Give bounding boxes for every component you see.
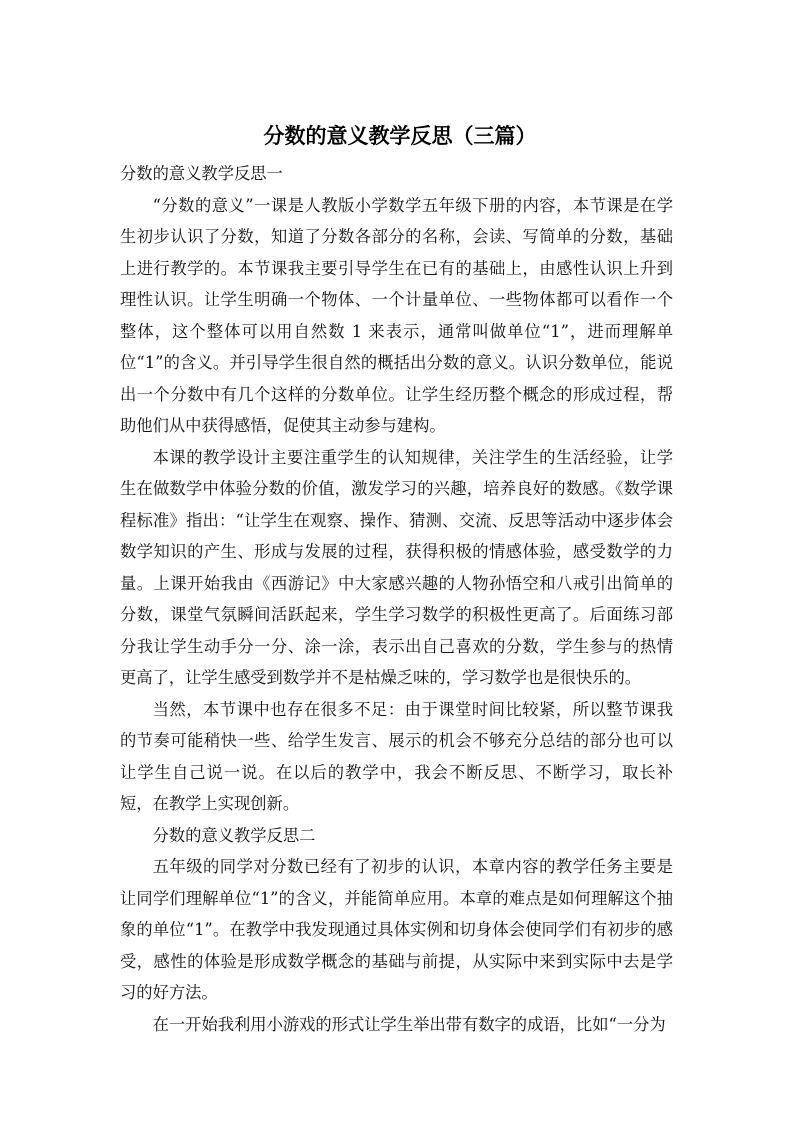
body-paragraph: 当然，本节课中也存在很多不足：由于课堂时间比较紧，所以整节课我的节奏可能稍快一些、给学生发言、展示的机会不够充分总结的部分也可以让学生自己说一说。在以后的教学中，我会不断反思、不断学习，取长补短，在教学上实现创新。 [120,699,673,813]
section-heading-1: 分数的意义教学反思一 [120,164,283,183]
body-paragraph: 五年级的同学对分数已经有了初步的认识，本章内容的教学任务主要是让同学们理解单位“1”的含义，并能简单应用。本章的难点是如何理解这个抽象的单位“1”。在教学中我发现通过具体实例和切身体会使同学们有初步的感受，感性的体验是形成数学概念的基础与前提，从实际中来到实际中去是学习的好方法。 [120,857,673,1002]
section-heading-2: 分数的意义教学反思二 [152,825,316,845]
body-paragraph: “分数的意义”一课是人教版小学数学五年级下册的内容，本节课是在学生初步认识了分数，知道了分数各部分的名称，会读、写简单的分数，基础上进行教学的。本节课我主要引导学生在已有的基础上，由感性认识上升到理性认识。让学生明确一个物体、一个计量单位、一些物体都可以看作一个整体，这个整体可以用自然数 1 来表示，通常叫做单位“1”，进而理解单位“1”的含义。并引导学生很自然的概括出分数的意义。认识分数单位，能说出一个分数中有几个这样的分数单位。让学生经历整个概念的形成过程，帮助他们从中获得感悟，促使其主动参与建构。 [120,195,673,435]
body-paragraph: 在一开始我利用小游戏的形式让学生举出带有数字的成语，比如“一分为 [152,1014,666,1034]
body-paragraph: 本课的教学设计主要注重学生的认知规律，关注学生的生活经验，让学生在做数学中体验分数的价值，激发学习的兴趣，培养良好的数感。《数学课程标准》指出：“让学生在观察、操作、猜测、交流、反思等活动中逐步体会数学知识的产生、形成与发展的过程，获得积极的情感体验，感受数学的力量。上课开始我由《西游记》中大家感兴趣的人物孙悟空和八戒引出简单的分数，课堂气氛瞬间活跃起来，学生学习数学的积极性更高了。后面练习部分我让学生动手分一分、涂一涂，表示出自己喜欢的分数，学生参与的热情更高了，让学生感受到数学并不是枯燥乏味的，学习数学也是很快乐的。 [120,447,673,687]
document-title: 分数的意义教学反思（三篇） [263,124,537,148]
document-body [120,158,673,1040]
